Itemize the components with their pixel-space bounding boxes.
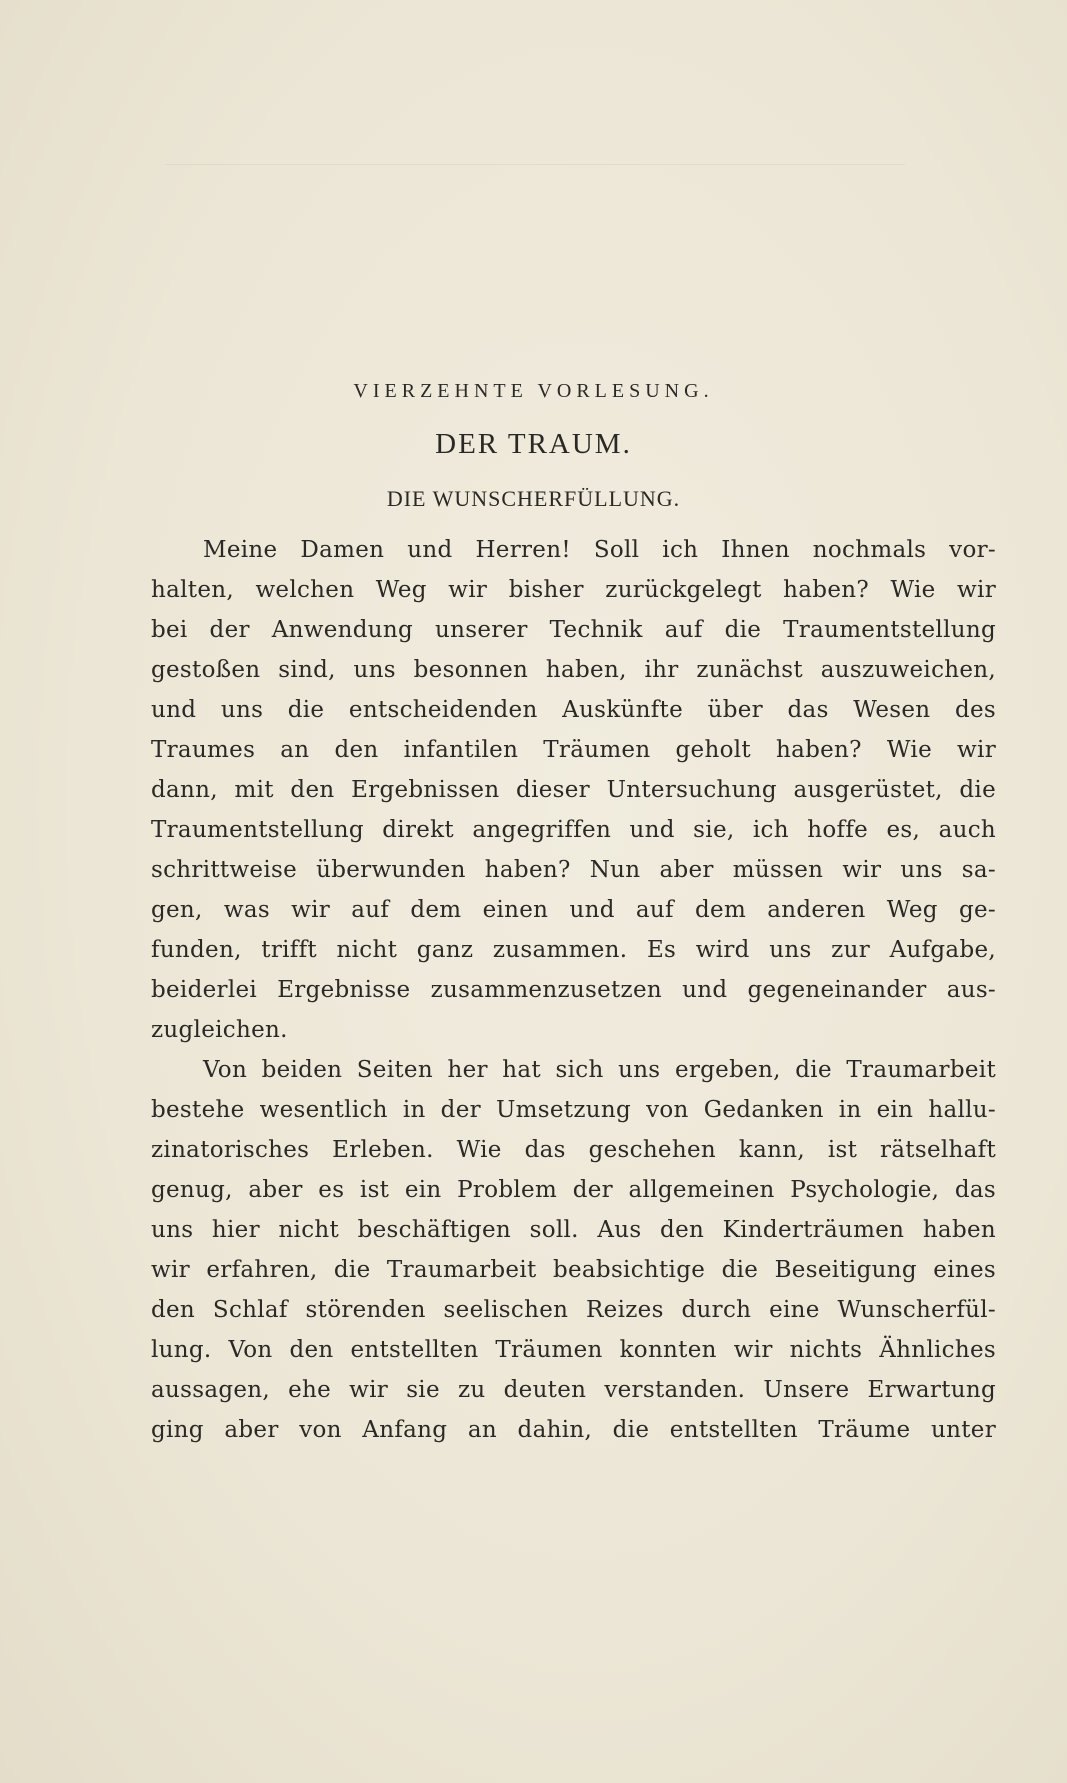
text-line: Traumes an den infantilen Träumen geholt haben? Wie wir bbox=[151, 737, 996, 763]
text-line: zinatorisches Erleben. Wie das geschehen kann, ist rätselhaft bbox=[151, 1137, 996, 1163]
text-line: lung. Von den entstellten Träumen konnten wir nichts Ähnliches bbox=[151, 1337, 996, 1363]
bleed-through-running-head bbox=[165, 136, 905, 165]
paragraph-1 bbox=[151, 530, 996, 1050]
text-line: beiderlei Ergebnisse zusammenzusetzen und gegeneinander aus- bbox=[151, 977, 996, 1003]
paragraph-2 bbox=[151, 1050, 996, 1450]
text-line: wir erfahren, die Traumarbeit beabsichtige die Beseitigung eines bbox=[151, 1257, 996, 1283]
text-line: ging aber von Anfang an dahin, die entstellten Träume unter bbox=[151, 1417, 996, 1443]
chapter-subtitle: DIE WUNSCHERFÜLLUNG. bbox=[386, 486, 681, 511]
text-line: genug, aber es ist ein Problem der allgemeinen Psychologie, das bbox=[151, 1177, 996, 1203]
text-line: schrittweise überwunden haben? Nun aber müssen wir uns sa- bbox=[151, 857, 996, 883]
text-line: bestehe wesentlich in der Umsetzung von Gedanken in ein hallu- bbox=[151, 1097, 996, 1123]
text-line: gen, was wir auf dem einen und auf dem anderen Weg ge- bbox=[151, 897, 996, 923]
text-line: funden, trifft nicht ganz zusammen. Es wird uns zur Aufgabe, bbox=[151, 937, 996, 963]
text-line: dann, mit den Ergebnissen dieser Untersuchung ausgerüstet, die bbox=[151, 777, 996, 803]
text-line: aussagen, ehe wir sie zu deuten verstanden. Unsere Erwartung bbox=[151, 1377, 996, 1403]
text-line: Traumentstellung direkt angegriffen und sie, ich hoffe es, auch bbox=[151, 817, 996, 843]
text-line: den Schlaf störenden seelischen Reizes durch eine Wunscherfül- bbox=[151, 1297, 996, 1323]
text-line: halten, welchen Weg wir bisher zurückgelegt haben? Wie wir bbox=[151, 577, 996, 603]
lecture-heading: VIERZEHNTE VORLESUNG. bbox=[353, 380, 714, 402]
chapter-title: DER TRAUM. bbox=[435, 428, 632, 460]
text-line: Von beiden Seiten her hat sich uns ergeben, die Traumarbeit bbox=[203, 1057, 996, 1083]
text-line: und uns die entscheidenden Auskünfte über das Wesen des bbox=[151, 697, 996, 723]
body-text bbox=[151, 530, 996, 1450]
text-line: Meine Damen und Herren! Soll ich Ihnen nochmals vor- bbox=[203, 537, 996, 563]
text-line: bei der Anwendung unserer Technik auf die Traumentstellung bbox=[151, 617, 996, 643]
text-line: gestoßen sind, uns besonnen haben, ihr zunächst auszuweichen, bbox=[151, 657, 996, 683]
text-line: zugleichen. bbox=[151, 1017, 288, 1043]
text-line: uns hier nicht beschäftigen soll. Aus den Kinderträumen haben bbox=[151, 1217, 996, 1243]
